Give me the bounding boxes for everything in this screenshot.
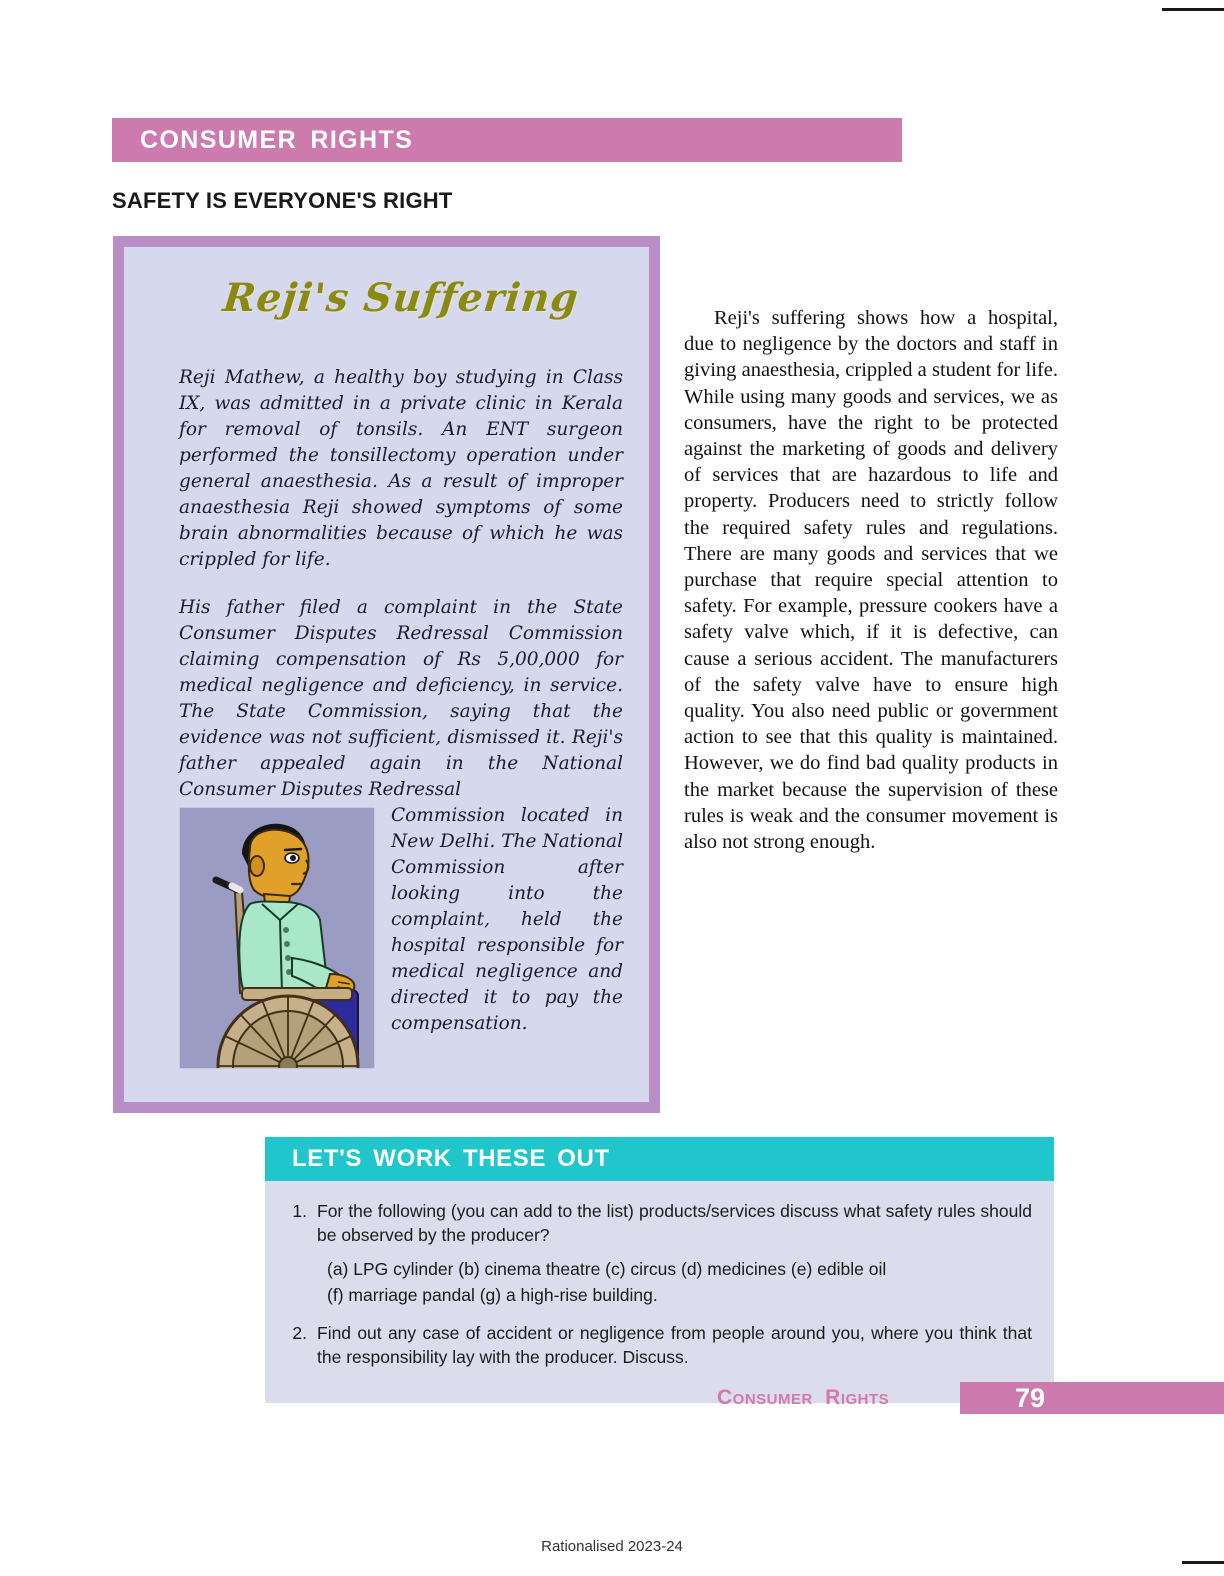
exercise-item-2 <box>287 1321 1032 1369</box>
lets-work-these-out-body <box>265 1181 1054 1403</box>
story-title: Reji's Suffering <box>220 275 582 321</box>
main-body-paragraph: Reji's suffering shows how a hospital, due to negligence by the doctors and staff in giving anaesthesia, crippled a student for life. While using many goods and services, we as consumers, have the right to be protected against the marketing of goods and delivery of services that are hazardous to life and property. Producers need to strictly follow the required safety rules and regulations. There are many goods and services that we purchase that require special attention to safety. For example, pressure cookers have a safety valve which, if it is defective, can cause a serious accident. The manufacturers of the safety valve have to ensure high quality. You also need public or government action to see that this quality is maintained. However, we do find bad quality products in the market because the supervision of these rules is weak and the consumer movement is also not strong enough. <box>684 307 1058 854</box>
lets-work-these-out-box <box>265 1137 1054 1403</box>
story-paragraph-1: Reji Mathew, a healthy boy studying in Class IX, was admitted in a private clinic in Kerala for removal of tonsils. An ENT surgeon performed the tonsillectomy operation under general anaesthesia. As a result of improper anaesthesia Reji showed symptoms of some brain abnormalities because of which he was crippled for life. <box>179 367 623 570</box>
story-paragraph-2: His father filed a complaint in the State Consumer Disputes Redressal Commission claiming compensation of Rs 5,00,000 for medical negligence and deficiency, in service. The State Commission, saying that the evidence was not sufficient, dismissed it. Reji's father appealed again in the National Consumer Disputes Redressal <box>179 597 623 800</box>
footer-running-title: Consumer Rights <box>717 1386 890 1409</box>
story-box-inner <box>124 247 649 1102</box>
section-heading: SAFETY IS EVERYONE'S RIGHT <box>112 188 453 213</box>
chapter-banner-title: CONSUMER RIGHTS <box>140 125 414 154</box>
boy-in-wheelchair-illustration <box>179 807 375 1069</box>
main-body-column <box>684 305 1058 855</box>
exercise-item-2-number: 2. <box>292 1323 307 1343</box>
exercise-item-1-sublist-line-2: (f) marriage pandal (g) a high-rise building. <box>327 1285 658 1305</box>
lets-work-these-out-header <box>265 1137 1054 1181</box>
exercise-item-1-text: For the following (you can add to the list) products/services discuss what safety rules should be observed by the producer? <box>317 1201 1032 1245</box>
lets-work-these-out-title: LET'S WORK THESE OUT <box>292 1145 610 1172</box>
exercise-item-1-sublist-line-1: (a) LPG cylinder (b) cinema theatre (c) circus (d) medicines (e) edible oil <box>327 1259 887 1279</box>
crop-mark-top-right <box>1162 8 1224 11</box>
crop-mark-bottom-right <box>1182 1561 1224 1564</box>
story-box <box>113 236 660 1113</box>
rationalised-note: Rationalised 2023-24 <box>541 1538 683 1555</box>
wheelchair-illustration-svg <box>180 808 375 1069</box>
chapter-banner <box>112 118 902 162</box>
exercise-item-2-text: Find out any case of accident or negligence from people around you, where you think that the responsibility lay with the producer. Discuss. <box>317 1323 1032 1367</box>
exercise-item-1-number: 1. <box>292 1201 307 1221</box>
story-paragraph-2-wrap: Commission located in New Delhi. The National Commission after looking into the complaint, held the hospital responsible for medical negligence and directed it to pay the compensation. <box>391 805 623 1034</box>
exercise-item-1 <box>287 1199 1032 1247</box>
footer-page-number: 79 <box>1015 1382 1046 1413</box>
footer-band <box>960 1382 1224 1414</box>
